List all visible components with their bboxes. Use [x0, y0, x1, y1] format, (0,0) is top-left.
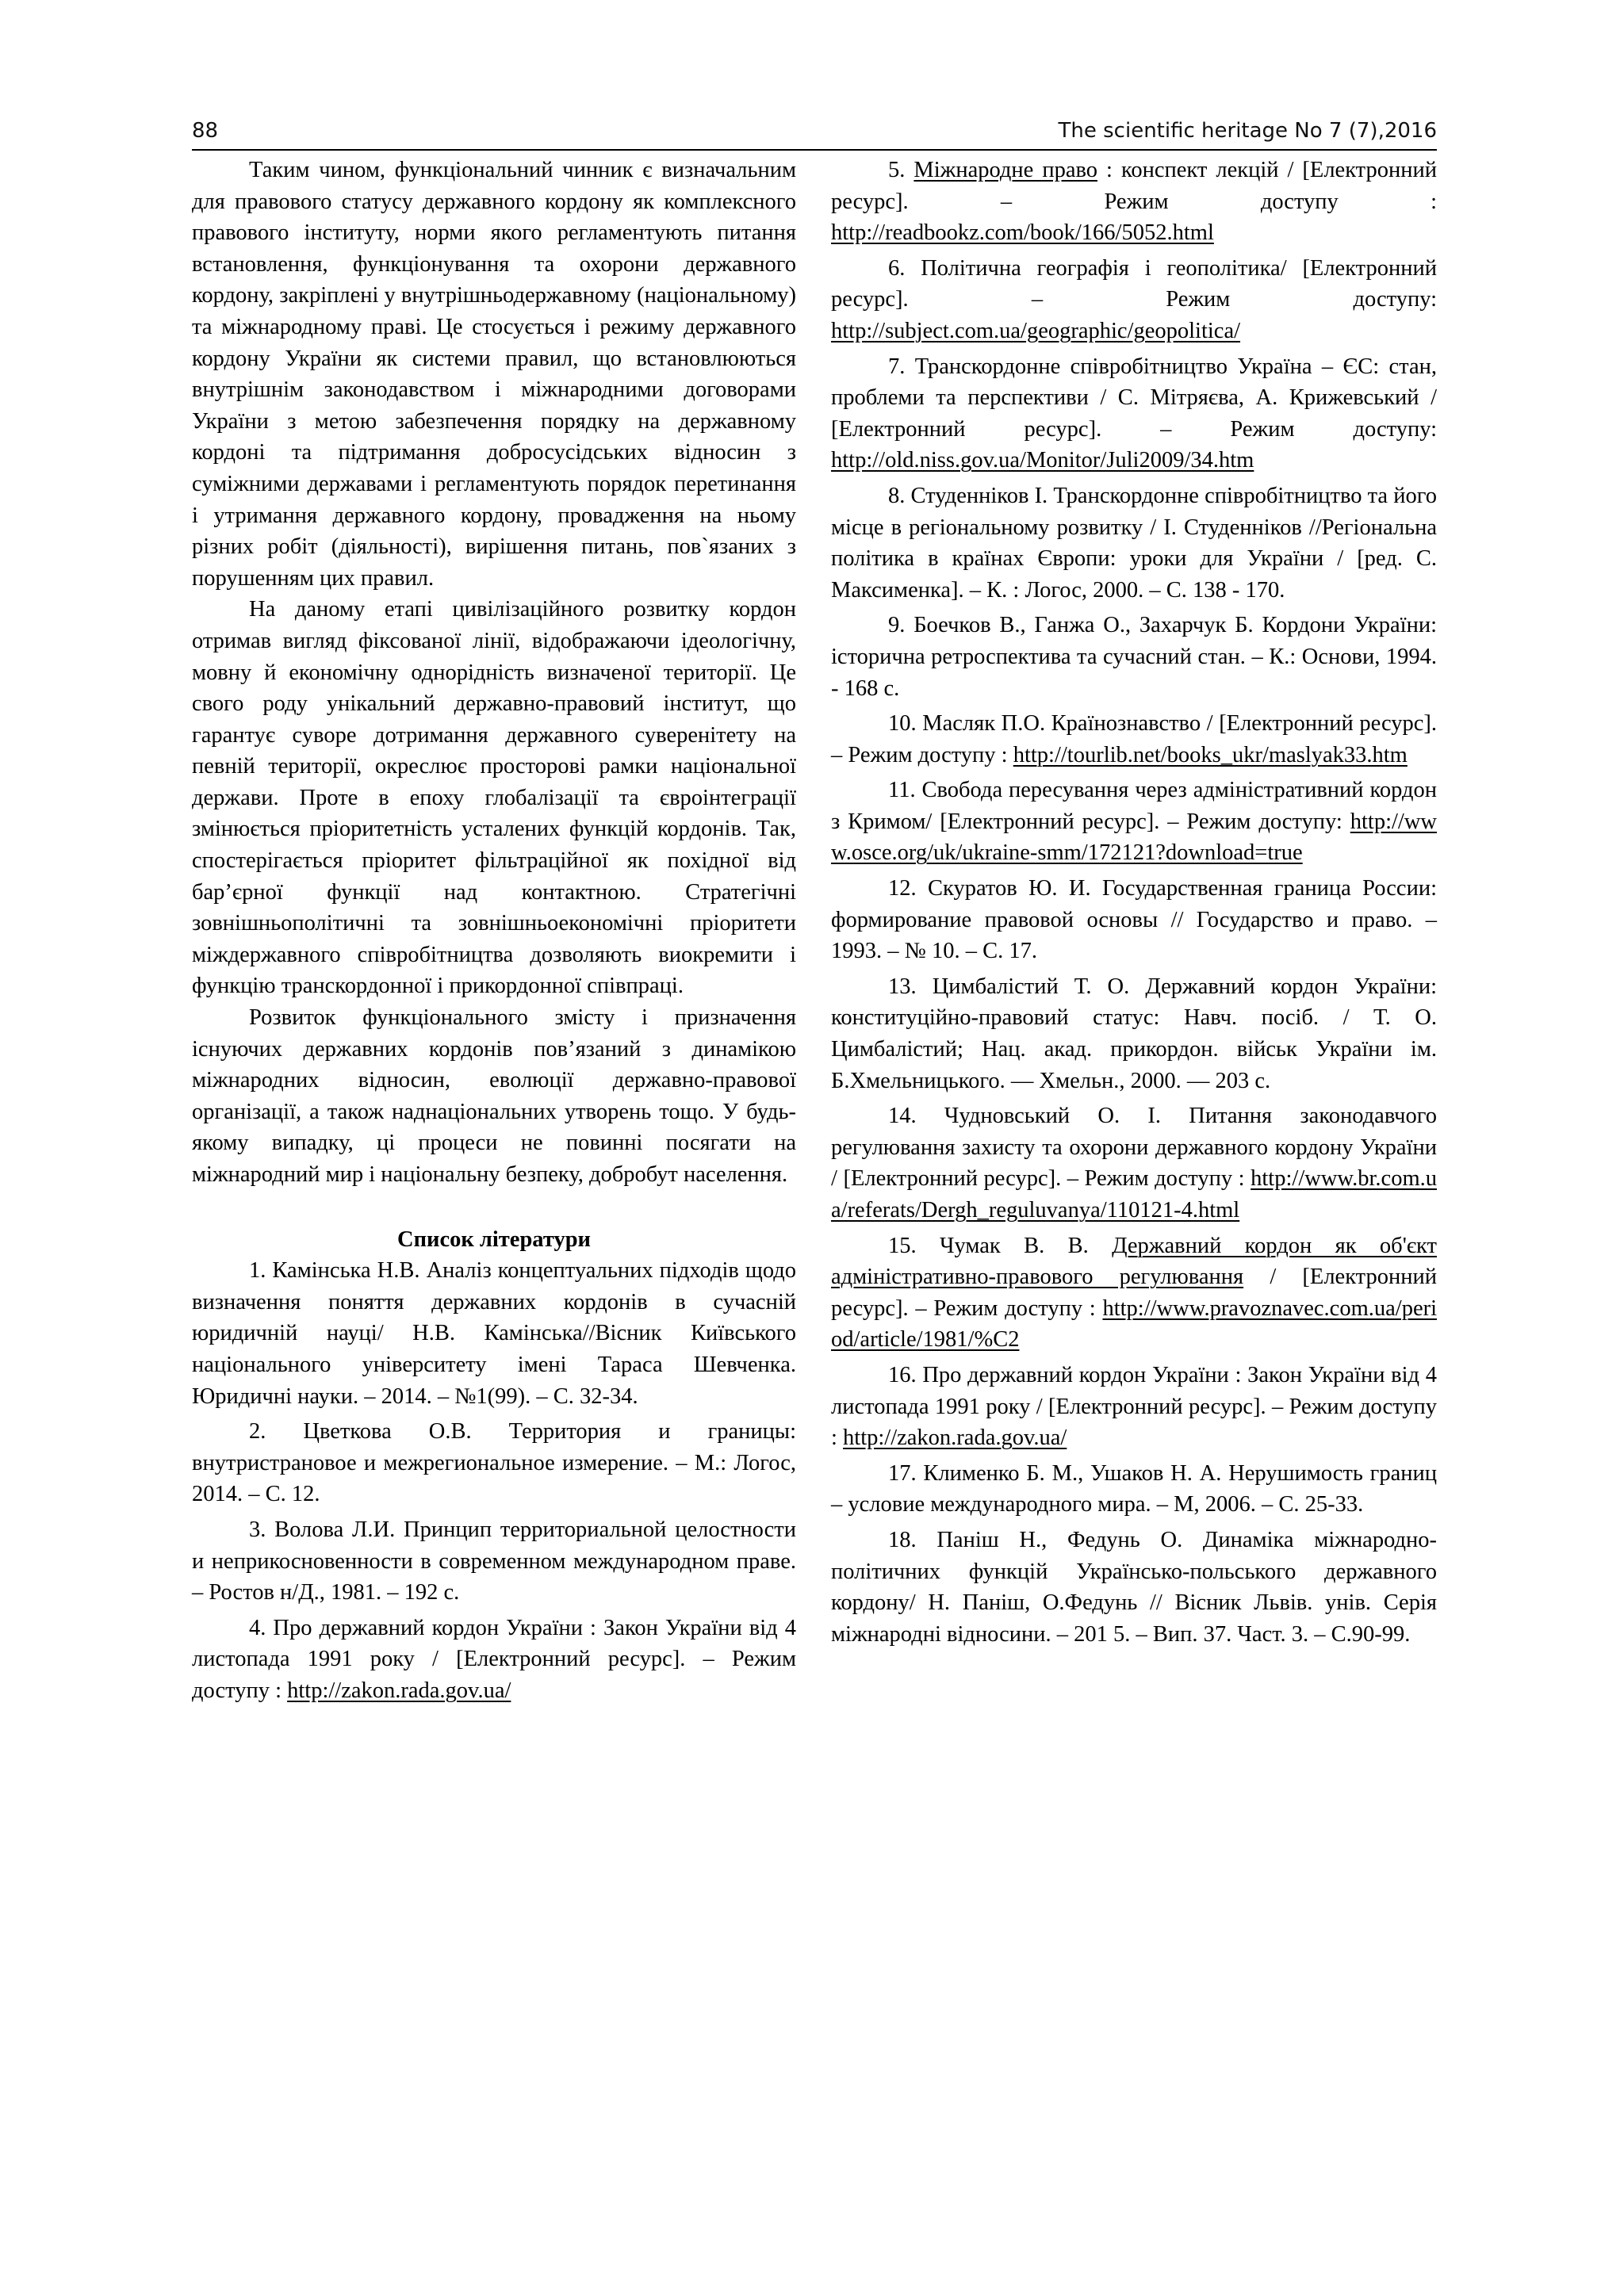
reference-8: 8. Студенніков І. Транскордонне співробітництво та його місце в регіональному розвитку / І. Студенніков //Регіональна політика в країнах Європи: уроки для України / [ред. С. Максименка]. – К. : Логос, 2000. – С. 138 - 170.	[831, 483, 1437, 603]
reference-11-link[interactable]: http://www.osce.org/uk/ukraine-smm/172121?download=true	[831, 809, 1437, 866]
page-header	[192, 117, 1437, 151]
reference-15	[831, 1230, 1437, 1356]
reference-16-link[interactable]: http://zakon.rada.gov.ua/	[843, 1425, 1067, 1451]
reference-10	[831, 708, 1437, 771]
left-column	[192, 155, 796, 1711]
reference-6-link[interactable]: http://subject.com.ua/geographic/geopolitica/	[831, 318, 1241, 343]
reference-3: 3. Волова Л.И. Принцип территориальной целостности и неприкосновенности в современном международном праве. – Ростов н/Д., 1981. – 192 с.	[192, 1517, 796, 1605]
reference-5	[831, 155, 1437, 249]
reference-5-text: : конспект лекцій / [Електронний ресурс]. – Режим доступу :	[831, 158, 1437, 214]
reference-15-link[interactable]: http://www.pravoznavec.com.ua/period/article/1981/%C2	[831, 1295, 1437, 1353]
reference-14-link[interactable]: http://www.br.com.ua/referats/Dergh_reguluvanya/110121-4.html	[831, 1166, 1437, 1223]
reference-16	[831, 1360, 1437, 1454]
journal-title: The scientific heritage No 7 (7),2016	[1058, 119, 1437, 143]
reference-18: 18. Паніш Н., Федунь О. Динаміка міжнародно-політичних функцій Українсько-польського державного кордону/ Н. Паніш, О.Федунь // Вісник Львів. унів. Серія міжнародні відносини. – 201 5. – Вип. 37. Част. 3. – С.90-99.	[831, 1527, 1437, 1647]
reference-2: 2. Цветкова О.В. Территория и границы: внутристрановое и межрегиональное измерение. – М.: Логос, 2014. – С. 12.	[192, 1419, 796, 1507]
reference-15-num: 15. Чумак В. В.	[888, 1233, 1113, 1258]
reference-6-text: 6. Політична географія і геополітика/ [Електронний ресурс]. – Режим доступу:	[831, 255, 1437, 312]
reference-11	[831, 775, 1437, 869]
reference-14	[831, 1100, 1437, 1226]
reference-12: 12. Скуратов Ю. И. Государственная граница России: формирование правовой основы // Государство и право. – 1993. – № 10. – С. 17.	[831, 876, 1437, 964]
reference-11-text: 11. Свобода пересування через адміністративний кордон з Кримом/ [Електронний ресурс]. – Режим доступу:	[831, 778, 1437, 834]
right-column	[831, 155, 1437, 1654]
page-number: 88	[192, 119, 219, 143]
reference-7	[831, 351, 1437, 476]
reference-16-text: 16. Про державний кордон України : Закон України від 4 листопада 1991 року / [Електронний ресурс]. – Режим доступу :	[831, 1362, 1437, 1451]
reference-4	[192, 1613, 796, 1707]
body-paragraph-3: Розвиток функціонального змісту і призначення існуючих державних кордонів пов’язаний з динамікою міжнародних відносин, еволюції державно-правової організації, а також наднаціональних утворень тощо. У будь-якому випадку, ці процеси не повинні посягати на міжнародний мир і національну безпеку, добробут населення.	[192, 1005, 796, 1187]
reference-7-link[interactable]: http://old.niss.gov.ua/Monitor/Juli2009/34.htm	[831, 448, 1254, 473]
reference-1: 1. Камінська Н.В. Аналіз концептуальних підходів щодо визначення поняття державних кордонів в сучасній юридичній науці/ Н.В. Камінська//Вісник Київського національного університету імені Тараса Шевченка. Юридичні науки. – 2014. – №1(99). – С. 32-34.	[192, 1258, 796, 1409]
reference-6	[831, 253, 1437, 347]
reference-5-link[interactable]: http://readbookz.com/book/166/5052.html	[831, 220, 1214, 246]
reference-5-title-link[interactable]: Міжнародне право	[914, 158, 1098, 182]
reference-4-text: 4. Про державний кордон України : Закон України від 4 листопада 1991 року / [Електронний ресурс]. – Режим доступу :	[192, 1615, 796, 1703]
body-paragraph-2: На даному етапі цивілізаційного розвитку кордон отримав вигляд фіксованої лінії, відображаючи ідеологічну, мовну й економічну однорідність визначеної території. Це свого роду унікальний державно-правовий інститут, що гарантує суворе дотримання державного суверенітету на певній території, окреслює просторові рамки національної держави. Проте в епоху глобалізації та євроінтеграції змінюється пріоритетність усталених функцій кордонів. Так, спостерігається пріоритет фільтраційної як похідної від бар’єрної функції над контактною. Стратегічні зовнішньополітичні та зовнішньоекономічні пріоритети міждержавного співробітництва дозволяють виокремити і функцію транскордонної і прикордонної співпраці.	[192, 597, 796, 999]
reference-13: 13. Цимбалістий Т. О. Державний кордон України: конституційно-правовий статус: Навч. посіб. / Т. О. Цимбалістий; Нац. акад. прикордон. військ України ім. Б.Хмельницького. — Хмельн., 2000. — 203 с.	[831, 974, 1437, 1093]
reference-17: 17. Клименко Б. М., Ушаков Н. А. Нерушимость границ – условие международного мира. – М, 2006. – С. 25-33.	[831, 1460, 1437, 1517]
reference-7-text: 7. Транскордонне співробітництво Україна – ЄС: стан, проблеми та перспективи / С. Мітряєва, А. Крижевський / [Електронний ресурс]. – Режим доступу:	[831, 354, 1437, 442]
reference-14-text: 14. Чудновський О. І. Питання законодавчого регулювання захисту та охорони державного кордону України / [Електронний ресурс]. – Режим доступу :	[831, 1104, 1437, 1192]
reference-10-link[interactable]: http://tourlib.net/books_ukr/maslyak33.htm	[1013, 742, 1408, 767]
reference-10-text: 10. Масляк П.О. Країнознавство / [Електронний ресурс]. – Режим доступу :	[831, 711, 1437, 767]
reference-9: 9. Боечков В., Ганжа О., Захарчук Б. Кордони України: історична ретроспектива та сучасний стан. – К.: Основи, 1994. - 168 с.	[831, 613, 1437, 701]
reference-15-title-link[interactable]: Державний кордон як об'єкт адміністративно-правового регулювання	[831, 1233, 1437, 1290]
reference-15-text: / [Електронний ресурс]. – Режим доступу :	[831, 1265, 1437, 1321]
reference-5-num: 5.	[888, 158, 914, 182]
body-paragraph-1: Таким чином, функціональний чинник є визначальним для правового статусу державного кордону як комплексного правового інституту, норми якого регламентують питання встановлення, функціонування та охорони державного кордону, закріплені у внутрішньодержавному (національному) та міжнародному праві. Це стосується і режиму державного кордону України як системи правил, що встановлюються внутрішнім законодавством і міжнародними договорами України з метою забезпечення порядку на державному кордоні та підтримання добросусідських відносин з суміжними державами і регламентують порядок перетинання і утримання державного кордону, провадження на ньому різних робіт (діяльності), вирішення питань, пов`язаних з порушенням цих правил.	[192, 158, 796, 591]
references-heading: Список літератури	[397, 1226, 591, 1252]
reference-4-link[interactable]: http://zakon.rada.gov.ua/	[287, 1678, 511, 1703]
